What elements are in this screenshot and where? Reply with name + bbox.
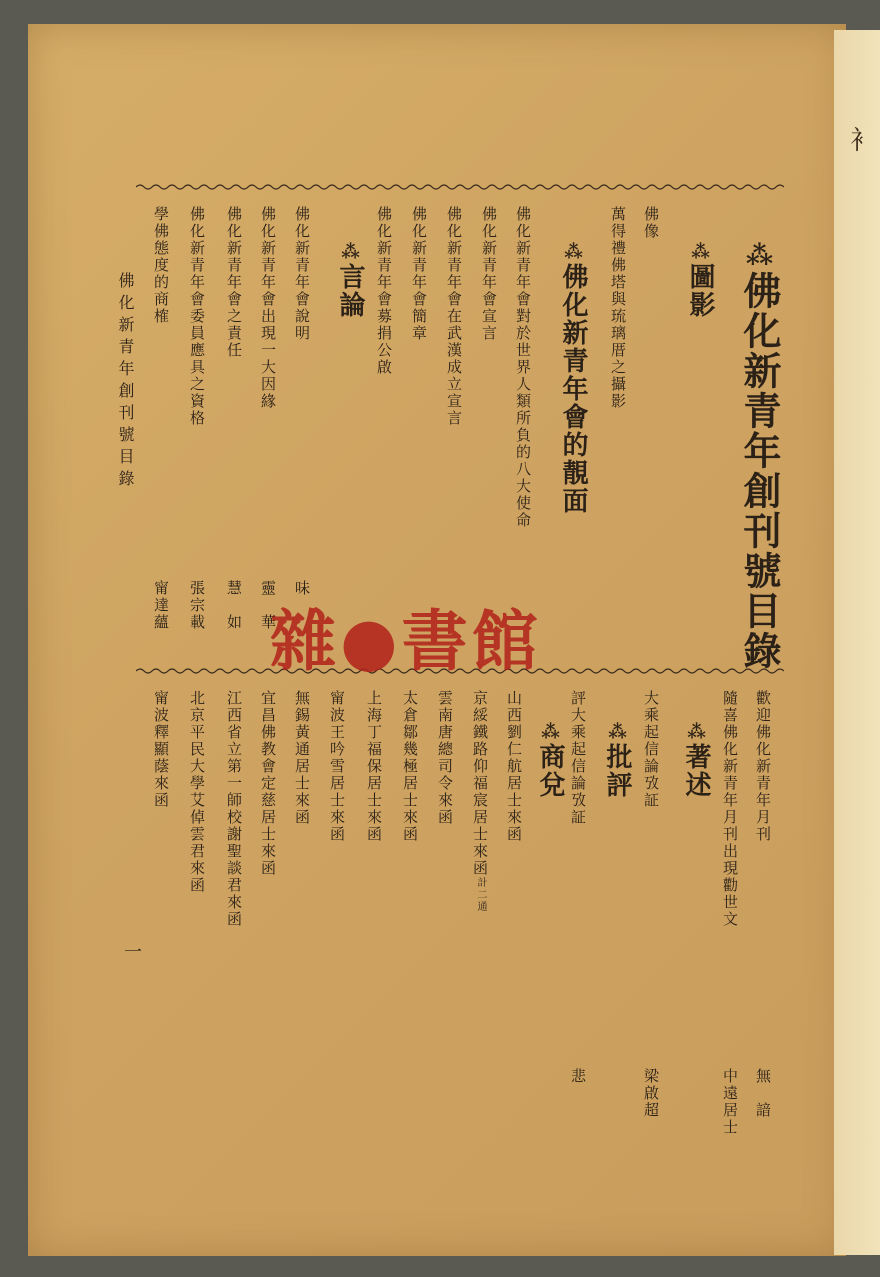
list-item: 大乘起信論攷証 <box>642 690 660 809</box>
list-item: 無錫黃通居士來函 <box>293 690 311 826</box>
list-item: 雲南唐總司令來函 <box>436 690 454 826</box>
author-name: 無 諳 <box>754 1068 772 1119</box>
list-item: 萬得禮佛塔與琉璃厝之攝影 <box>609 206 627 410</box>
list-item: 佛化新青年會委員應具之資格 <box>188 206 206 427</box>
sidebar-title: 佛化新青年創刊號目錄 <box>116 272 135 492</box>
list-item: 太倉鄒幾極居士來函 <box>401 690 419 843</box>
list-item: 北京平民大學艾倬雲君來函 <box>188 690 206 894</box>
list-item: 佛化新青年會之責任 <box>225 206 243 359</box>
list-item: 歡迎佛化新青年月刊 <box>754 690 772 843</box>
list-item: 京綏鐵路仰福宸居士來函計二通 <box>471 690 489 913</box>
author-name: 甯達蘊 <box>152 580 170 631</box>
section-heading-discourse: ⁂言論 <box>335 242 365 319</box>
list-item: 評大乘起信論攷証 <box>569 690 587 826</box>
section-heading-writings: ⁂著述 <box>681 722 711 799</box>
main-title: ⁂佛化新青年創刊號目錄 <box>737 240 782 671</box>
section-heading-critique: ⁂批評 <box>602 722 632 799</box>
section-heading-discussion: ⁂商兌 <box>535 722 565 799</box>
author-name: 梁啟超 <box>642 1068 660 1119</box>
list-item: 佛化新青年會對於世界人類所負的八大使命 <box>514 206 532 529</box>
author-name: 靈 華 <box>259 580 277 631</box>
list-item: 佛像 <box>642 206 660 240</box>
author-name: 味 <box>293 580 311 597</box>
list-item: 學佛態度的商榷 <box>152 206 170 325</box>
list-item: 隨喜佛化新青年月刊出現勸世文 <box>721 690 739 928</box>
author-name: 中遠居士 <box>721 1068 739 1136</box>
list-item: 江西省立第一師校謝聖談君來函 <box>225 690 243 928</box>
list-item: 宜昌佛教會定慈居士來函 <box>259 690 277 877</box>
next-page-edge <box>834 30 880 1255</box>
list-item: 佛化新青年會說明 <box>293 206 311 342</box>
next-page-glyph: 衤 <box>850 126 877 156</box>
top-border-line <box>136 183 784 191</box>
list-item: 佛化新青年會出現一大因緣 <box>259 206 277 410</box>
page-number: 一 <box>121 942 142 960</box>
count-note: 計二通 <box>475 877 486 913</box>
list-item: 甯波王吟雪居士來函 <box>328 690 346 843</box>
section-heading-faces: ⁂佛化新青年會的靚面 <box>558 242 588 515</box>
library-stamp: 雜●書館 <box>270 602 542 680</box>
section-heading-pictures: ⁂圖影 <box>685 242 715 319</box>
list-item: 佛化新青年會募捐公啟 <box>375 206 393 376</box>
list-item: 佛化新青年會宣言 <box>480 206 498 342</box>
list-item: 佛化新青年會簡章 <box>410 206 428 342</box>
list-item: 上海丁福保居士來函 <box>365 690 383 843</box>
list-item: 甯波釋顯蔭來函 <box>152 690 170 809</box>
list-item: 佛化新青年會在武漢成立宣言 <box>445 206 463 427</box>
list-item: 山西劉仁航居士來函 <box>505 690 523 843</box>
author-name: 慧 如 <box>225 580 243 631</box>
author-name: 張宗載 <box>188 580 206 631</box>
author-name: 悲 <box>569 1068 587 1085</box>
